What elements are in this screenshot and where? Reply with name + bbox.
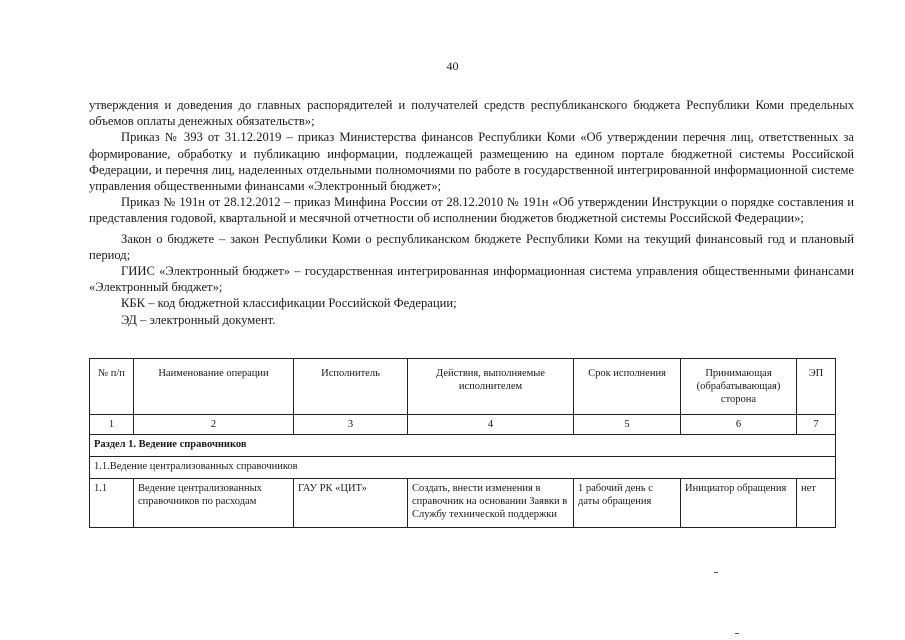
column-number: 4 <box>408 415 574 435</box>
column-number: 5 <box>574 415 681 435</box>
table-row <box>90 479 836 528</box>
paragraph-continuation: утверждения и доведения до главных распорядителей и получателей средств республиканского бюджета Республики Коми предельных объемов оплаты денежных обязательств»; <box>89 98 854 129</box>
table-header-row <box>90 359 836 415</box>
paragraph-budget-law: Закон о бюджете – закон Республики Коми о республиканском бюджете Республики Коми на текущий финансовый год и плановый период; <box>89 231 854 262</box>
subsection-row <box>90 457 836 479</box>
section-title: Раздел 1. Ведение справочников <box>90 435 836 457</box>
paragraph-ed: ЭД – электронный документ. <box>121 312 276 327</box>
row-ep: нет <box>797 479 836 528</box>
column-number: 2 <box>134 415 294 435</box>
header-executor: Исполнитель <box>294 359 408 415</box>
paragraph-kbk: КБК – код бюджетной классификации Российской Федерации; <box>121 296 457 311</box>
row-actions: Создать, внести изменения в справочник на основании Заявки в Службу технической поддержки <box>408 479 574 528</box>
header-operation: Наименование операции <box>134 359 294 415</box>
document-body <box>89 97 854 328</box>
row-operation: Ведение централизованных справочников по расходам <box>134 479 294 528</box>
scan-speck <box>735 633 739 634</box>
row-num: 1.1 <box>90 479 134 528</box>
procedure-table <box>89 358 836 528</box>
header-receiver: Принимающая (обрабатывающая) сторона <box>681 359 797 415</box>
paragraph-order-393: Приказ № 393 от 31.12.2019 – приказ Министерства финансов Республики Коми «Об утверждении перечня лиц, ответственных за формирование, обработку и публикацию информации, подлежащей размещению на едином портале бюджетной системы Российской Федерации, и перечня лиц, наделенных отдельными полномочиями по работе в государственной интегрированной информационной системе управления общественными финансами «Электронный бюджет»; <box>89 130 854 194</box>
section-row <box>90 435 836 457</box>
column-number: 7 <box>797 415 836 435</box>
column-number: 6 <box>681 415 797 435</box>
row-executor: ГАУ РК «ЦИТ» <box>294 479 408 528</box>
paragraph-order-191n: Приказ № 191н от 28.12.2012 – приказ Минфина России от 28.12.2010 № 191н «Об утверждении Инструкции о порядке составления и представления годовой, квартальной и месячной отчетности об исполнении бюджетов бюджетной системы Российской Федерации»; <box>89 195 854 226</box>
row-deadline: 1 рабочий день с даты обращения <box>574 479 681 528</box>
paragraph-giis: ГИИС «Электронный бюджет» – государственная интегрированная информационная система управления общественными финансами «Электронный бюджет»; <box>89 264 854 295</box>
column-number-row <box>90 415 836 435</box>
scan-speck <box>714 572 718 573</box>
header-num: № п/п <box>90 359 134 415</box>
column-number: 3 <box>294 415 408 435</box>
column-number: 1 <box>90 415 134 435</box>
header-deadline: Срок исполнения <box>574 359 681 415</box>
row-receiver: Инициатор обращения <box>681 479 797 528</box>
page-number: 40 <box>446 59 459 73</box>
header-actions: Действия, выполняемые исполнителем <box>408 359 574 415</box>
header-ep: ЭП <box>797 359 836 415</box>
subsection-title: 1.1.Ведение централизованных справочников <box>90 457 836 479</box>
